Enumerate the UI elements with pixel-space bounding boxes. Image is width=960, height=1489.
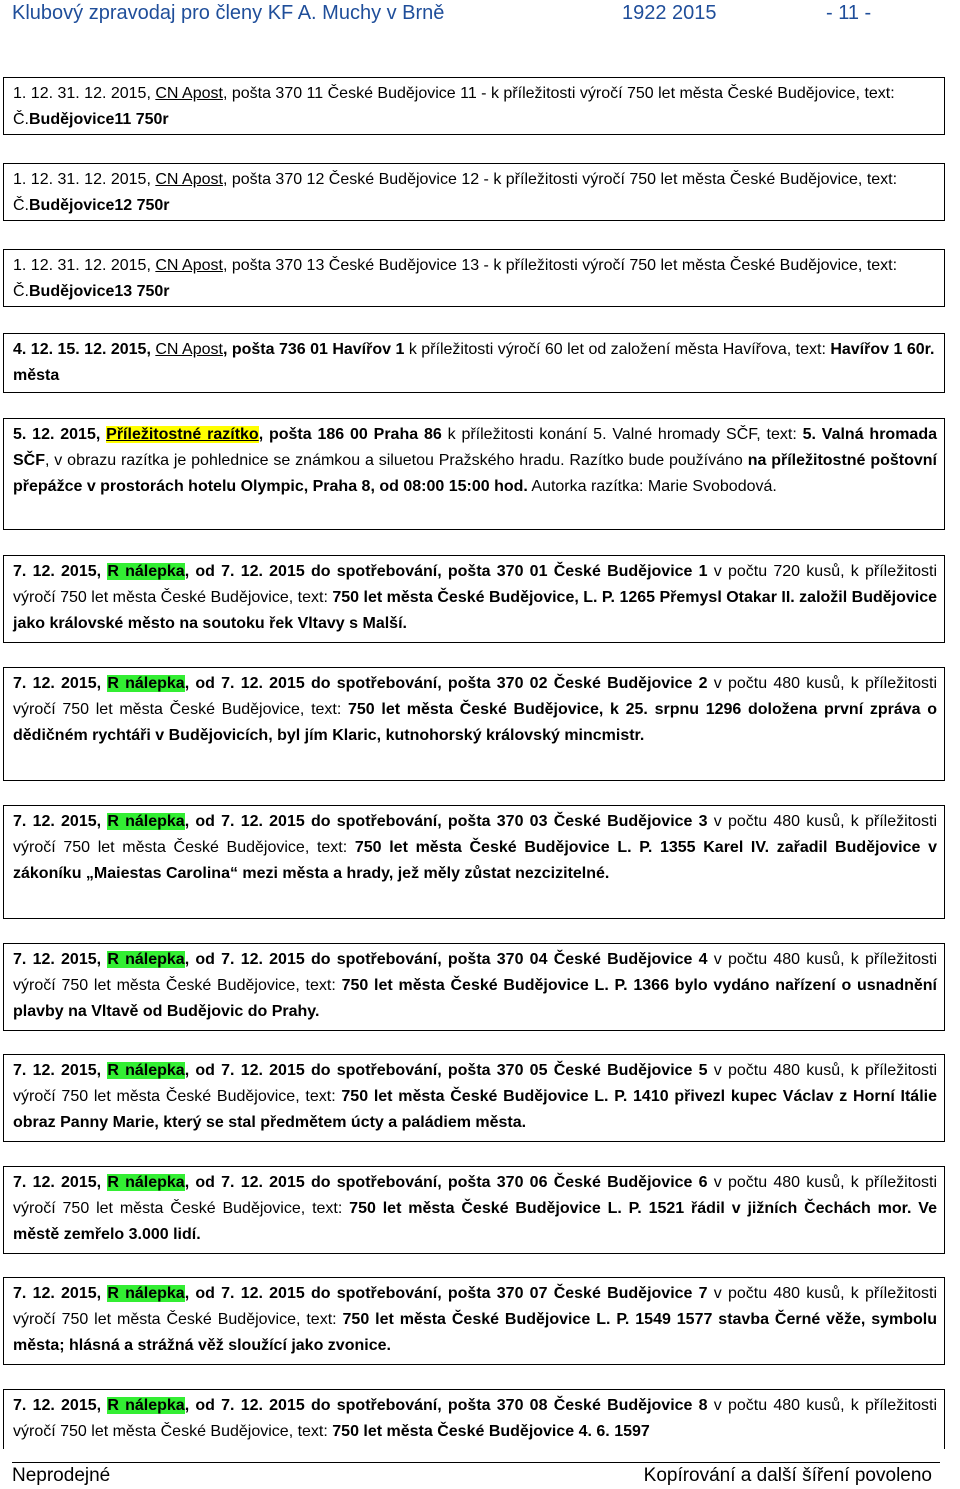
entry-author: Autorka razítka: Marie Svobodová. (527, 478, 777, 495)
entry-stamp-text: 750 let města České Budějovice L. P. 1549 1577 stavba Černé věže, symbolu města; hlásná a strážná věž sloužící jako zvonice. (13, 1311, 937, 1354)
entry-type: R nálepka (107, 1285, 185, 1302)
entry-r-nalepka-1 (3, 555, 945, 643)
entry-type: R nálepka (107, 813, 185, 830)
entry-count: v počtu 480 kusů, k příležitosti výročí 750 let města České Budějovice, text: (13, 813, 938, 856)
entry-type: R nálepka (107, 563, 185, 580)
entry-desc: k příležitosti konání 5. Valné hromady SČF, text: (441, 426, 803, 443)
entry-cn-apost-havirov (3, 333, 945, 393)
entry-count: v počtu 480 kusů, k příležitosti výročí 750 let města České Budějovice, text: (13, 951, 938, 994)
entry-stamp-text: Budějovice11 750r (29, 111, 169, 128)
entry-count: v počtu 480 kusů, k příležitosti výročí 750 let města České Budějovice, text: (13, 675, 938, 718)
entry-r-nalepka-3 (3, 805, 945, 919)
entry-type: CN Apost (155, 171, 223, 188)
footer-copy-permission: Kopírování a další šíření povoleno (643, 1465, 932, 1486)
entry-cn-apost-1 (3, 77, 945, 135)
entry-type: Příležitostné razítko (106, 426, 259, 443)
page-header (12, 2, 912, 25)
entry-count: v počtu 480 kusů, k příležitosti výročí 750 let města České Budějovice, text: (13, 1174, 938, 1217)
entry-type: CN Apost (155, 85, 223, 102)
entry-count: v počtu 480 kusů, k příležitosti výročí 750 let města České Budějovice, text: (13, 1062, 938, 1105)
entry-stamp-text: 750 let města České Budějovice, L. P. 1265 Přemysl Otakar II. založil Budějovice jako královské město na soutoku řek Vltavy s Malší. (13, 589, 937, 632)
entry-r-nalepka-7 (3, 1277, 945, 1365)
entry-date: 7. 12. 2015, (13, 1397, 102, 1414)
entry-from: , od 7. 12. 2015 do spotřebování, pošta 370 03 České Budějovice 3 (184, 813, 708, 830)
entry-from: , od 7. 12. 2015 do spotřebování, pošta 370 04 České Budějovice 4 (184, 951, 708, 968)
entry-date: 7. 12. 2015, (13, 1285, 102, 1302)
entry-stamp-text: Havířov 1 60r. města (13, 341, 935, 384)
entry-stamp-text: 5. Valná hromada SČF (13, 426, 938, 469)
entry-from: , od 7. 12. 2015 do spotřebování, pošta 370 06 České Budějovice 6 (184, 1174, 708, 1191)
entry-date: 7. 12. 2015, (13, 1174, 102, 1191)
entry-stamp-text: Budějovice13 750r (29, 283, 170, 300)
entry-date: 5. 12. 2015, (13, 426, 101, 443)
entry-post: , pošta 736 01 Havířov 1 (222, 341, 405, 358)
entry-count: v počtu 480 kusů, k příležitosti výročí 750 let města České Budějovice, text: (13, 1285, 938, 1328)
entry-type: CN Apost (155, 341, 223, 358)
entry-post: , pošta 186 00 Praha 86 (258, 426, 442, 443)
entry-r-nalepka-8 (3, 1389, 945, 1449)
entry-cn-apost-2 (3, 163, 945, 221)
entry-date: 7. 12. 2015, (13, 951, 102, 968)
entry-type: R nálepka (107, 1174, 185, 1191)
entry-stamp-text: 750 let města České Budějovice L. P. 1521 řádil v jižních Čechách mor. Ve městě zemřelo 3.000 lidí. (13, 1200, 937, 1243)
entry-stamp-text: 750 let města České Budějovice, k 25. srpnu 1296 doložena první zpráva o dědičném rychtáři v Budějovicích, byl jím Klaric, kutnohorský královský mincmistr. (13, 701, 937, 744)
entry-prilezitostne-razitko (3, 418, 945, 530)
entry-date: 1. 12. 31. 12. 2015, (13, 171, 151, 188)
entry-r-nalepka-5 (3, 1054, 945, 1142)
footer-not-for-sale: Neprodejné (12, 1465, 111, 1486)
entry-type: R nálepka (107, 1062, 185, 1079)
entry-type: R nálepka (107, 675, 185, 692)
page-number: - 11 - (826, 2, 872, 24)
entry-from: , od 7. 12. 2015 do spotřebování, pošta 370 07 České Budějovice 7 (184, 1285, 708, 1302)
entry-stamp-text: Budějovice12 750r (29, 197, 170, 214)
entry-r-nalepka-2 (3, 667, 945, 781)
entry-post: , pošta 370 13 České Budějovice 13 - k příležitosti výročí 750 let města České Budějovice, text: Č. (13, 257, 898, 300)
entry-post: , pošta 370 11 České Budějovice 11 - k příležitosti výročí 750 let města České Budějovice, text: Č. (13, 85, 895, 128)
page-footer (12, 1462, 940, 1486)
entry-cn-apost-3 (3, 249, 945, 307)
entry-post: , pošta 370 12 České Budějovice 12 - k příležitosti výročí 750 let města České Budějovice, text: Č. (13, 171, 898, 214)
entry-type: R nálepka (107, 951, 185, 968)
entry-desc: k příležitosti výročí 60 let od založení města Havířova, text: (404, 341, 831, 358)
entry-date: 7. 12. 2015, (13, 813, 102, 830)
entry-stamp-text: 750 let města České Budějovice L. P. 1355 Karel IV. zařadil Budějovice v zákoníku „Maiestas Carolina“ mezi města a hrady, jež měly zůstat nezcizitelné. (13, 839, 937, 882)
entry-date: 1. 12. 31. 12. 2015, (13, 257, 151, 274)
entry-desc-2: , v obrazu razítka je pohlednice se známkou a siluetou Pražského hradu. Razítko bude používáno (45, 452, 748, 469)
entry-from: , od 7. 12. 2015 do spotřebování, pošta 370 08 České Budějovice 8 (184, 1397, 708, 1414)
publication-years: 1922 2015 (622, 2, 717, 24)
entry-r-nalepka-6 (3, 1166, 945, 1254)
entry-location: na příležitostné poštovní přepážce v prostorách hotelu Olympic, Praha 8, od 08:00 15:00 hod. (13, 452, 937, 495)
entry-date: 7. 12. 2015, (13, 675, 102, 692)
entry-stamp-text: 750 let města České Budějovice 4. 6. 1597 (332, 1423, 650, 1440)
entry-date: 1. 12. 31. 12. 2015, (13, 85, 151, 102)
entry-type: CN Apost (155, 257, 223, 274)
entry-date: 4. 12. 15. 12. 2015, (13, 341, 151, 358)
entry-stamp-text: 750 let města České Budějovice L. P. 1366 bylo vydáno nařízení o usnadnění plavby na Vltavě od Budějovic do Prahy. (13, 977, 937, 1020)
entry-type: R nálepka (107, 1397, 185, 1414)
entry-count: v počtu 480 kusů, k příležitosti výročí 750 let města České Budějovice, text: (13, 1397, 938, 1440)
entry-count: v počtu 720 kusů, k příležitosti výročí 750 let města České Budějovice, text: (13, 563, 938, 606)
entry-date: 7. 12. 2015, (13, 563, 102, 580)
publication-title: Klubový zpravodaj pro členy KF A. Muchy v Brně (12, 2, 445, 24)
entry-stamp-text: 750 let města České Budějovice L. P. 1410 přivezl kupec Václav z Horní Itálie obraz Panny Marie, který se stal předmětem úcty a paládiem města. (13, 1088, 937, 1131)
entry-from: , od 7. 12. 2015 do spotřebování, pošta 370 05 České Budějovice 5 (184, 1062, 708, 1079)
entry-r-nalepka-4 (3, 943, 945, 1031)
entry-date: 7. 12. 2015, (13, 1062, 102, 1079)
entry-from: , od 7. 12. 2015 do spotřebování, pošta 370 01 České Budějovice 1 (184, 563, 708, 580)
entry-from: , od 7. 12. 2015 do spotřebování, pošta 370 02 České Budějovice 2 (184, 675, 708, 692)
